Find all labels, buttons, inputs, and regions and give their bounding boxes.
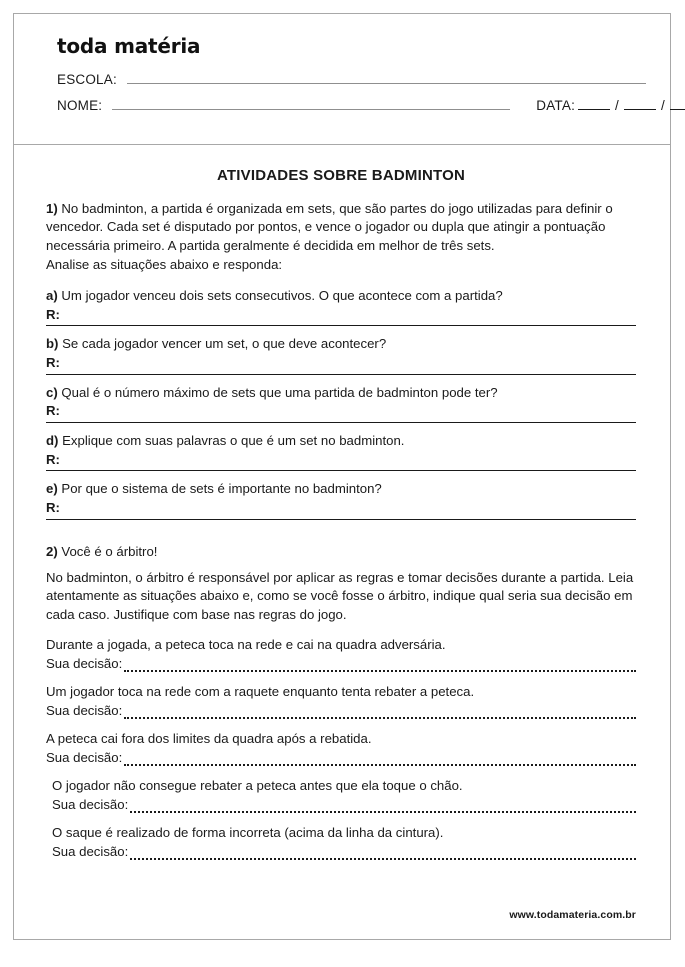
- subquestion-a: [46, 287, 636, 326]
- question-1-intro: [46, 200, 636, 255]
- subquestion-d-prompt: [46, 432, 636, 450]
- question-1-followup: Analise as situações abaixo e responda:: [46, 257, 283, 273]
- brand-logo: toda matéria: [57, 34, 201, 58]
- decision-input-3[interactable]: [124, 759, 636, 766]
- question-2-heading: [46, 543, 636, 561]
- question-2-heading-text: Você é o árbitro!: [61, 543, 158, 559]
- subquestion-e-text: Por que o sistema de sets é importante no badminton?: [61, 481, 382, 497]
- case-3-text: A peteca cai fora dos limites da quadra após a rebatida.: [46, 731, 372, 747]
- question-2-intro: No badminton, o árbitro é responsável por aplicar as regras e tomar decisões durante a partida. Leia atentamente as situações abaixo e, como se você fosse o árbitro, indique qual seria sua decisão em cada caso. Justifique com base nas regras do jogo.: [46, 569, 634, 622]
- decision-input-5[interactable]: [130, 853, 636, 860]
- date-separator-1: /: [615, 98, 619, 113]
- school-label: ESCOLA:: [57, 72, 117, 87]
- decision-row-2: [46, 702, 636, 719]
- decision-input-1[interactable]: [124, 665, 636, 672]
- decision-row-1: [46, 655, 636, 672]
- case-2: [46, 683, 636, 719]
- answer-field-e[interactable]: R:: [46, 500, 636, 520]
- worksheet-content: [14, 145, 670, 860]
- answer-field-c[interactable]: R:: [46, 403, 636, 423]
- name-date-field-row: [57, 98, 665, 113]
- subquestion-c: [46, 384, 636, 423]
- date-day-blank[interactable]: [578, 99, 610, 110]
- decision-label-5: Sua decisão:: [52, 844, 129, 860]
- case-5: [46, 824, 636, 860]
- question-1-text: No badminton, a partida é organizada em sets, que são partes do jogo utilizadas para definir o vencedor. Cada set é disputado por pontos, e vence o jogador ou dupla que atingir a pontuação necessária primeiro. A partida geralmente é decidida em melhor de três sets.: [46, 201, 613, 253]
- date-year-blank[interactable]: [670, 99, 685, 110]
- decision-input-2[interactable]: [124, 712, 636, 719]
- case-2-text: Um jogador toca na rede com a raquete enquanto tenta rebater a peteca.: [46, 684, 475, 700]
- subquestion-a-prompt: [46, 287, 636, 305]
- subquestion-b-text: Se cada jogador vencer um set, o que deve acontecer?: [62, 336, 387, 352]
- subquestion-a-marker: a): [46, 287, 58, 303]
- answer-field-b[interactable]: R:: [46, 355, 636, 375]
- question-1-number: 1): [46, 201, 58, 216]
- worksheet-header: [14, 14, 670, 145]
- name-label: NOME:: [57, 98, 103, 113]
- date-field-group: [536, 98, 685, 113]
- subquestion-d-marker: d): [46, 432, 59, 448]
- decision-label-4: Sua decisão:: [52, 797, 129, 813]
- subquestion-e-marker: e): [46, 481, 58, 497]
- case-1: [46, 636, 636, 672]
- decision-label-2: Sua decisão:: [46, 703, 123, 719]
- case-3: [46, 730, 636, 766]
- decision-row-4: [52, 796, 636, 813]
- date-label: DATA:: [536, 98, 576, 113]
- subquestion-d: [46, 432, 636, 471]
- case-1-text: Durante a jogada, a peteca toca na rede e cai na quadra adversária.: [46, 637, 446, 653]
- answer-field-d[interactable]: R:: [46, 452, 636, 472]
- case-4-text: O jogador não consegue rebater a peteca antes que ela toque o chão.: [52, 778, 463, 794]
- page-title: ATIVIDADES SOBRE BADMINTON: [217, 167, 465, 184]
- subquestion-a-text: Um jogador venceu dois sets consecutivos. O que acontece com a partida?: [61, 287, 503, 303]
- subquestion-c-prompt: [46, 384, 636, 402]
- date-month-blank[interactable]: [624, 99, 656, 110]
- decision-label-3: Sua decisão:: [46, 750, 123, 766]
- subquestion-b-prompt: [46, 335, 636, 353]
- subquestion-c-text: Qual é o número máximo de sets que uma partida de badminton pode ter?: [61, 384, 498, 400]
- decision-label-1: Sua decisão:: [46, 656, 123, 672]
- school-input-rule[interactable]: [127, 73, 646, 84]
- decision-input-4[interactable]: [130, 806, 636, 813]
- decision-row-5: [52, 843, 636, 860]
- subquestion-e-prompt: [46, 480, 636, 498]
- name-input-rule[interactable]: [112, 99, 510, 110]
- subquestion-e: [46, 480, 636, 519]
- question-2-number: 2): [46, 543, 58, 559]
- subquestion-b-marker: b): [46, 336, 59, 352]
- school-field-row: [57, 72, 646, 87]
- case-5-text: O saque é realizado de forma incorreta (acima da linha da cintura).: [52, 825, 444, 841]
- case-4: [46, 777, 636, 813]
- subquestion-c-marker: c): [46, 384, 58, 400]
- decision-row-3: [46, 749, 636, 766]
- date-separator-2: /: [660, 98, 665, 113]
- subquestion-d-text: Explique com suas palavras o que é um set no badminton.: [62, 432, 405, 448]
- subquestion-b: [46, 335, 636, 374]
- worksheet-page: [13, 13, 671, 940]
- answer-field-a[interactable]: R:: [46, 307, 636, 327]
- footer-website: www.todamateria.com.br: [509, 909, 636, 921]
